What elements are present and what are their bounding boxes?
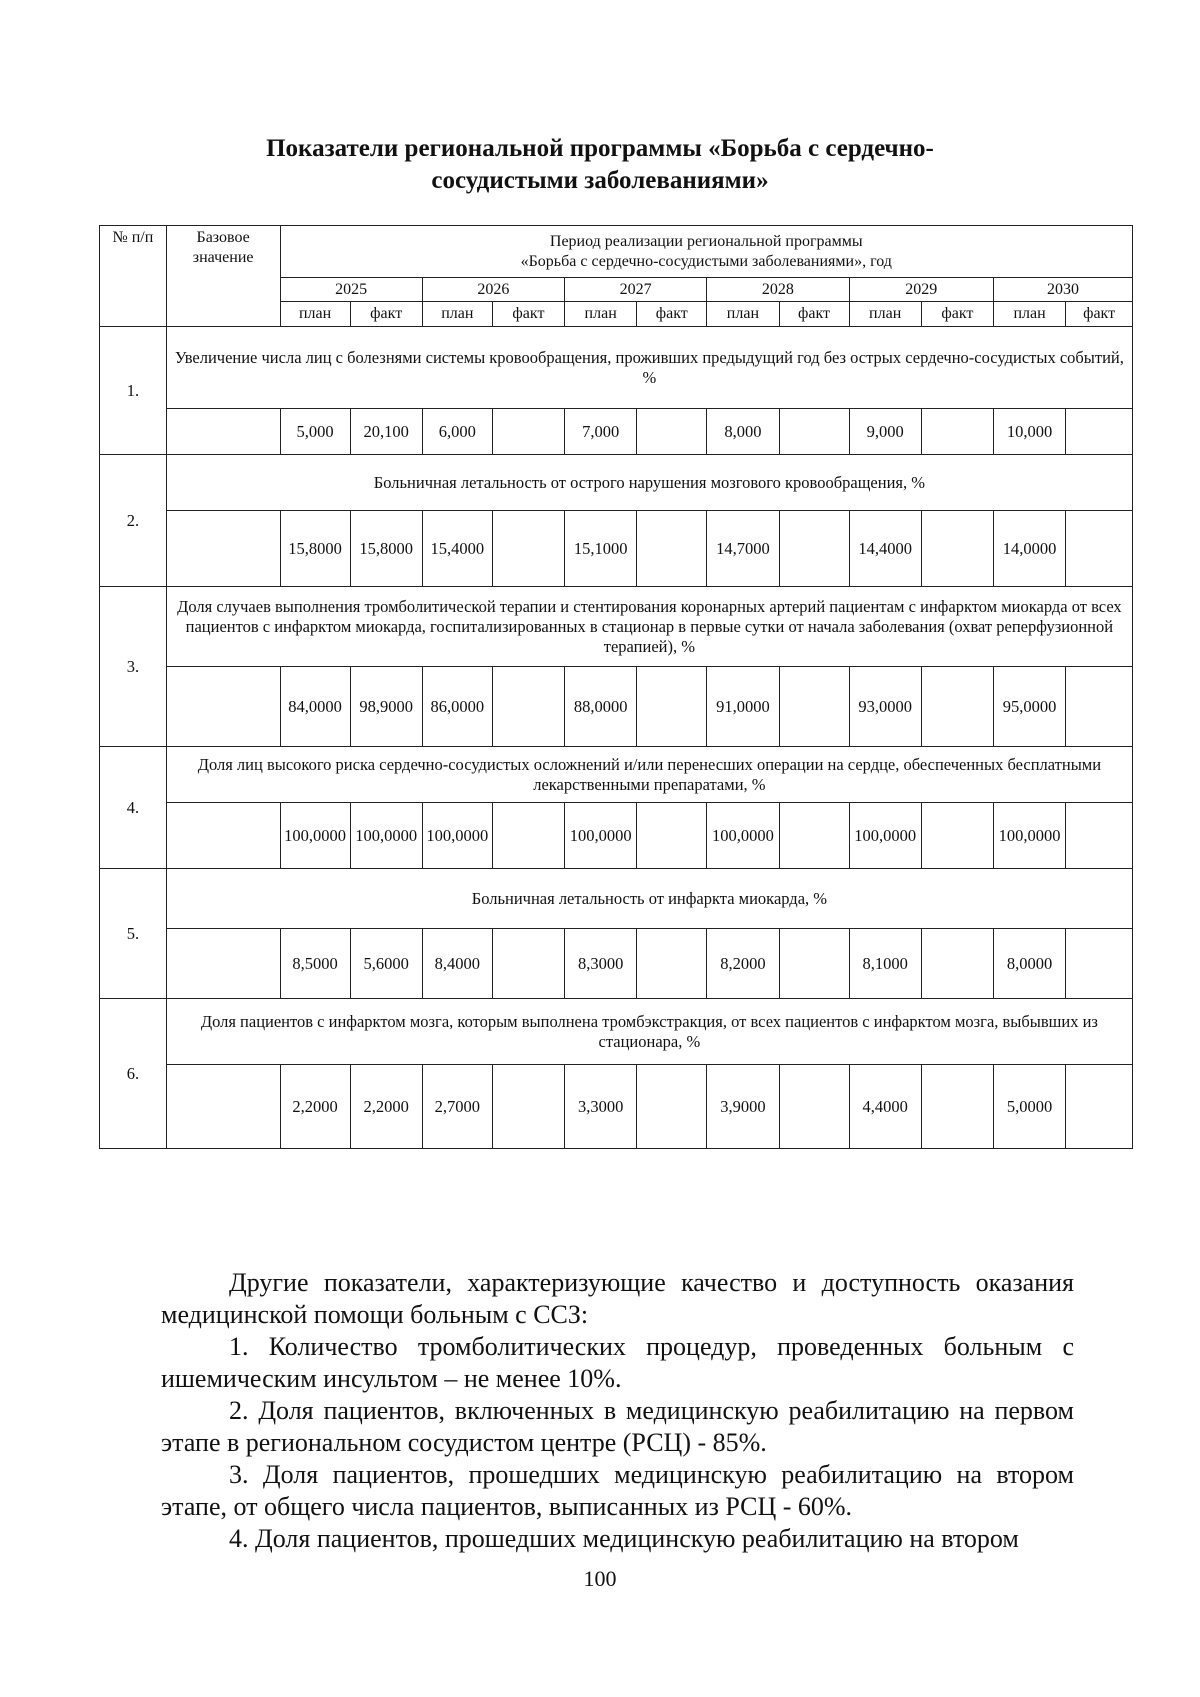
- plan-value: 4,4000: [849, 1065, 921, 1149]
- plan-value: 7,000: [565, 409, 637, 455]
- fact-value: [492, 511, 564, 587]
- year-header: 2026: [422, 278, 564, 302]
- list-item-2: 2. Доля пациентов, включенных в медицинскую реабилитацию на первом этапе в региональном сосудистом центре (РСЦ) - 85%.: [161, 1396, 1074, 1457]
- fact-value: [1066, 511, 1133, 587]
- plan-value: 8,4000: [422, 929, 492, 999]
- plan-value: 91,0000: [707, 667, 779, 747]
- fact-header: факт: [1066, 302, 1133, 327]
- plan-value: 10,000: [993, 409, 1065, 455]
- indicator-number: 5.: [100, 869, 167, 999]
- plan-value: 9,000: [849, 409, 921, 455]
- indicator-name-row: [100, 869, 1133, 929]
- intro-paragraph: Другие показатели, характеризующие качество и доступность оказания медицинской помощи больным с ССЗ:: [161, 1268, 1074, 1329]
- header-period-line-2: «Борьба с сердечно-сосудистыми заболеваниями», год: [520, 252, 892, 270]
- fact-header: факт: [921, 302, 993, 327]
- base-value: [166, 511, 280, 587]
- fact-value: [492, 803, 564, 869]
- indicator-name: Больничная летальность от острого нарушения мозгового кровообращения, %: [166, 455, 1132, 511]
- page-number: 100: [583, 1566, 617, 1591]
- indicator-name: Доля случаев выполнения тромболитической терапии и стентирования коронарных артерий пациентам с инфарктом миокарда от всех пациентов с инфарктом миокарда, госпитализированных в стационар в первые сутки от начала заболевания (охват реперфузионной терапией), %: [166, 587, 1132, 667]
- fact-value: [921, 1065, 993, 1149]
- plan-value: 14,7000: [707, 511, 779, 587]
- indicator-name: Доля лиц высокого риска сердечно-сосудистых осложнений и/или перенесших операции на сердце, обеспеченных бесплатными лекарственными препаратами, %: [166, 747, 1132, 803]
- plan-value: 8,0000: [993, 929, 1065, 999]
- title-line-1: Показатели региональной программы «Борьба с сердечно-: [266, 135, 934, 162]
- fact-header: факт: [350, 302, 422, 327]
- indicator-number: 4.: [100, 747, 167, 869]
- fact-value: [637, 409, 707, 455]
- plan-value: 2,7000: [422, 1065, 492, 1149]
- plan-value: 8,3000: [565, 929, 637, 999]
- list-item-1: 1. Количество тромболитических процедур, проведенных больным с ишемическим инсультом – не менее 10%.: [161, 1332, 1074, 1393]
- indicator-values-row: [100, 929, 1133, 999]
- fact-value: [921, 667, 993, 747]
- plan-value: 100,0000: [707, 803, 779, 869]
- plan-value: 14,0000: [993, 511, 1065, 587]
- indicators-table: [99, 225, 1133, 1149]
- year-header: 2028: [707, 278, 849, 302]
- plan-value: 15,8000: [280, 511, 350, 587]
- base-value: [166, 667, 280, 747]
- plan-header: план: [707, 302, 779, 327]
- list-item-4: 4. Доля пациентов, прошедших медицинскую реабилитацию на втором: [229, 1524, 1019, 1553]
- fact-value: [1066, 667, 1133, 747]
- year-header: 2030: [993, 278, 1132, 302]
- indicator-values-row: [100, 409, 1133, 455]
- base-value: [166, 929, 280, 999]
- fact-value: [1066, 803, 1133, 869]
- fact-header: факт: [779, 302, 849, 327]
- fact-value: [921, 803, 993, 869]
- plan-value: 8,1000: [849, 929, 921, 999]
- plan-value: 100,0000: [280, 803, 350, 869]
- fact-value: [637, 803, 707, 869]
- plan-value: 15,1000: [565, 511, 637, 587]
- header-period-line-1: Период реализации региональной программы: [549, 232, 863, 250]
- plan-value: 100,0000: [565, 803, 637, 869]
- indicator-values-row: [100, 1065, 1133, 1149]
- plan-value: 6,000: [422, 409, 492, 455]
- indicator-values-row: [100, 511, 1133, 587]
- plan-value: 95,0000: [993, 667, 1065, 747]
- fact-value: [779, 409, 849, 455]
- fact-value: [637, 1065, 707, 1149]
- plan-value: 5,000: [280, 409, 350, 455]
- year-header: 2025: [280, 278, 422, 302]
- fact-header: факт: [637, 302, 707, 327]
- indicator-number: 3.: [100, 587, 167, 747]
- fact-value: [921, 409, 993, 455]
- indicator-name-row: [100, 747, 1133, 803]
- fact-value: [779, 511, 849, 587]
- fact-value: [492, 667, 564, 747]
- plan-value: 14,4000: [849, 511, 921, 587]
- fact-value: [921, 511, 993, 587]
- plan-value: 15,4000: [422, 511, 492, 587]
- fact-value: [492, 929, 564, 999]
- indicator-values-row: [100, 803, 1133, 869]
- header-base: Базовое значение: [166, 226, 280, 327]
- plan-header: план: [565, 302, 637, 327]
- plan-value: 100,0000: [849, 803, 921, 869]
- indicator-number: 1.: [100, 327, 167, 455]
- indicator-name-row: [100, 999, 1133, 1065]
- plan-value: 3,9000: [707, 1065, 779, 1149]
- plan-value: 88,0000: [565, 667, 637, 747]
- plan-value: 86,0000: [422, 667, 492, 747]
- fact-value: [779, 1065, 849, 1149]
- fact-value: [779, 667, 849, 747]
- fact-value: 5,6000: [350, 929, 422, 999]
- plan-value: 8,000: [707, 409, 779, 455]
- indicator-name-row: [100, 455, 1133, 511]
- plan-header: план: [422, 302, 492, 327]
- page-title: [100, 133, 1100, 197]
- fact-value: [637, 929, 707, 999]
- plan-value: 84,0000: [280, 667, 350, 747]
- fact-value: 100,0000: [350, 803, 422, 869]
- plan-header: план: [993, 302, 1065, 327]
- base-value: [166, 409, 280, 455]
- header-period: [280, 226, 1132, 278]
- plan-value: 8,5000: [280, 929, 350, 999]
- base-value: [166, 1065, 280, 1149]
- fact-value: [1066, 1065, 1133, 1149]
- year-header: 2029: [849, 278, 993, 302]
- fact-value: 20,100: [350, 409, 422, 455]
- indicator-name-row: [100, 327, 1133, 409]
- fact-value: 2,2000: [350, 1065, 422, 1149]
- plan-value: 100,0000: [422, 803, 492, 869]
- year-header: 2027: [565, 278, 707, 302]
- fact-value: [1066, 409, 1133, 455]
- indicator-number: 6.: [100, 999, 167, 1149]
- header-num: № п/п: [100, 226, 167, 327]
- plan-header: план: [849, 302, 921, 327]
- fact-value: [779, 929, 849, 999]
- indicator-values-row: [100, 667, 1133, 747]
- title-line-2: сосудистыми заболеваниями»: [431, 167, 769, 194]
- indicator-name: Увеличение числа лиц с болезнями системы кровообращения, проживших предыдущий год без острых сердечно-сосудистых событий, %: [166, 327, 1132, 409]
- indicator-number: 2.: [100, 455, 167, 587]
- fact-value: [1066, 929, 1133, 999]
- base-value: [166, 803, 280, 869]
- plan-value: 5,0000: [993, 1065, 1065, 1149]
- indicator-name: Доля пациентов с инфарктом мозга, которым выполнена тромбэкстракция, от всех пациентов с инфарктом мозга, выбывших из стационара, %: [166, 999, 1132, 1065]
- fact-value: [492, 1065, 564, 1149]
- fact-value: [492, 409, 564, 455]
- fact-value: [637, 667, 707, 747]
- plan-header: план: [280, 302, 350, 327]
- list-item-3: 3. Доля пациентов, прошедших медицинскую реабилитацию на втором этапе, от общего числа пациентов, выписанных из РСЦ - 60%.: [161, 1460, 1074, 1521]
- indicator-name: Больничная летальность от инфаркта миокарда, %: [166, 869, 1132, 929]
- plan-value: 2,2000: [280, 1065, 350, 1149]
- fact-value: [637, 511, 707, 587]
- body-text: [161, 1268, 1074, 1555]
- fact-value: 98,9000: [350, 667, 422, 747]
- fact-value: [779, 803, 849, 869]
- fact-header: факт: [492, 302, 564, 327]
- fact-value: [921, 929, 993, 999]
- plan-value: 93,0000: [849, 667, 921, 747]
- plan-value: 100,0000: [993, 803, 1065, 869]
- plan-value: 3,3000: [565, 1065, 637, 1149]
- indicator-name-row: [100, 587, 1133, 667]
- fact-value: 15,8000: [350, 511, 422, 587]
- plan-value: 8,2000: [707, 929, 779, 999]
